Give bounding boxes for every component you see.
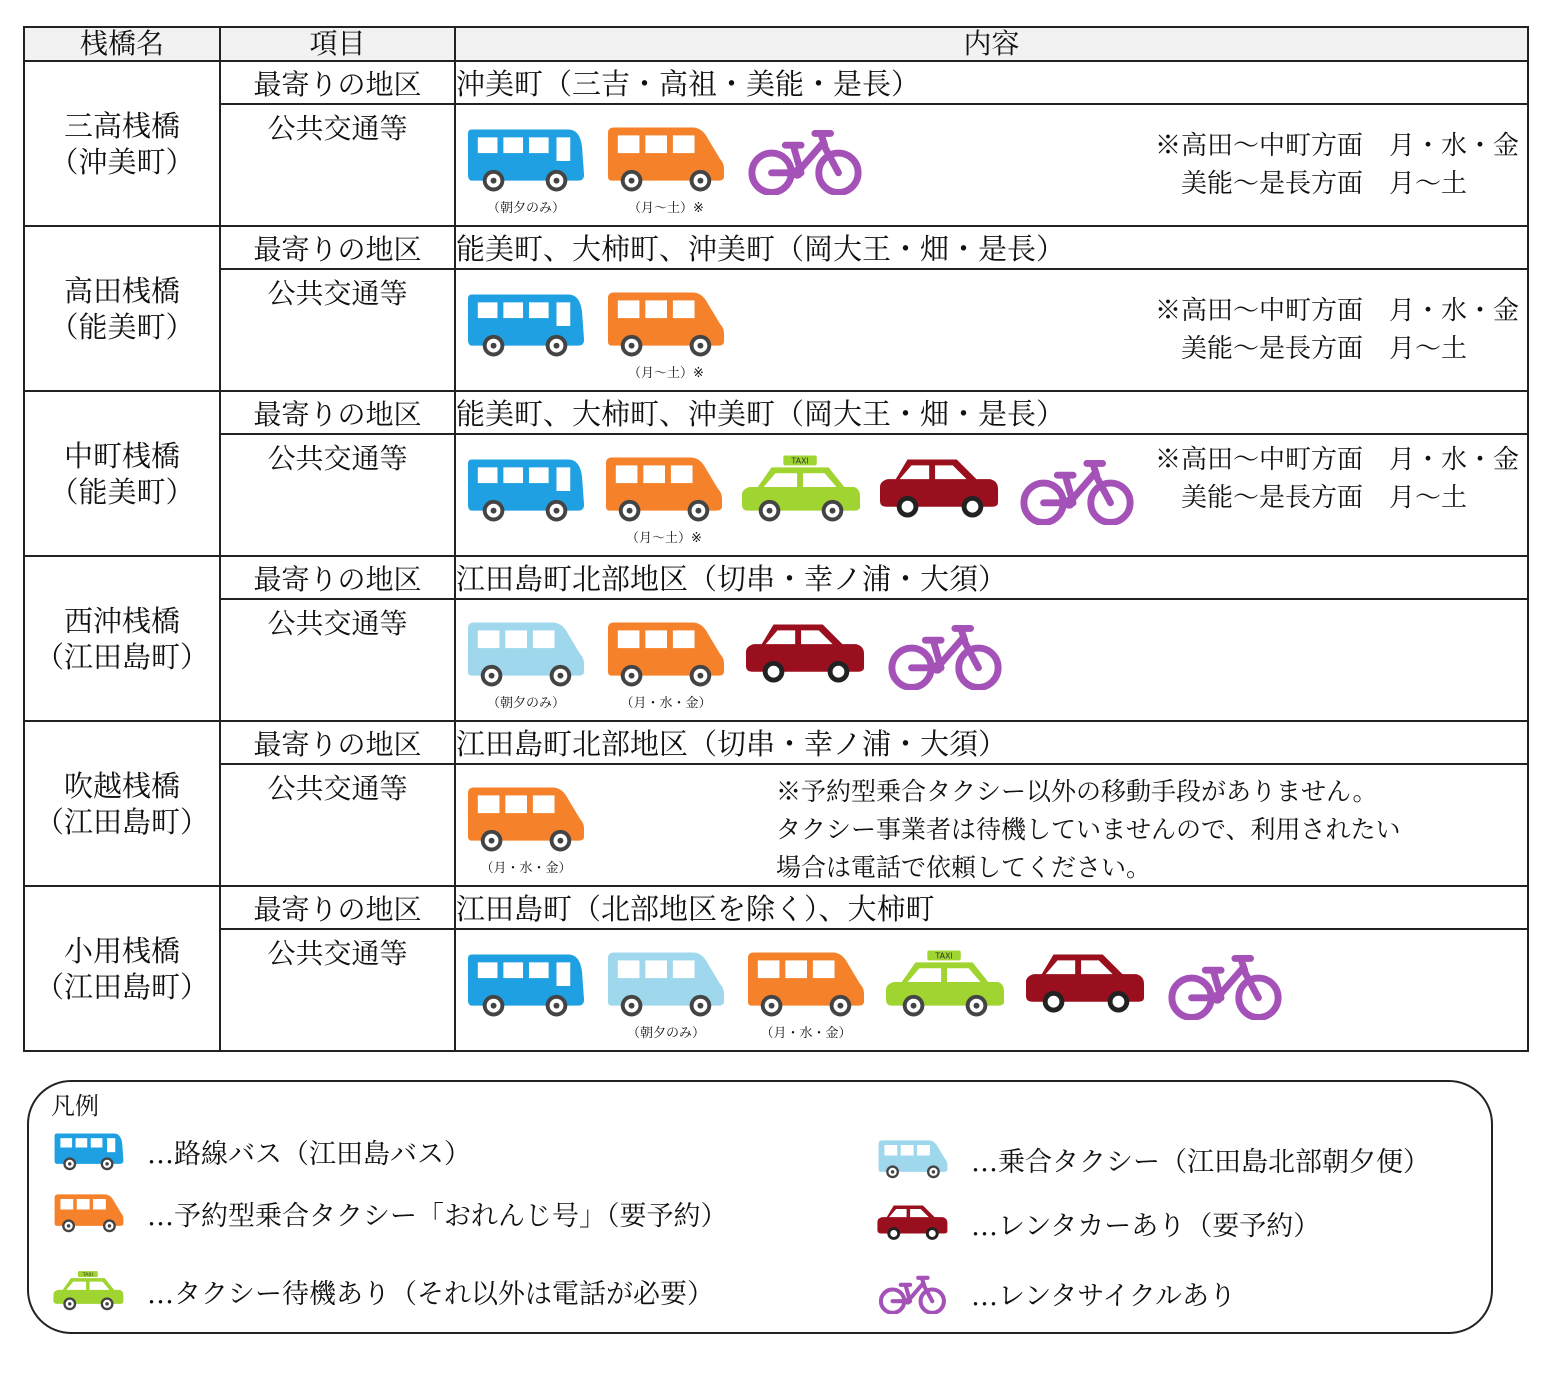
shared-taxi-van-icon — [606, 948, 726, 1020]
pier-name-cell — [24, 391, 220, 556]
transport-cell — [455, 434, 1528, 556]
nearest-area-value: 江田島町（北部地区を除く）、大柿町 — [455, 886, 1528, 929]
transport-label: 公共交通等 — [220, 599, 455, 721]
rental-bicycle-icon — [877, 1272, 949, 1314]
nearest-area-label: 最寄りの地区 — [220, 721, 455, 764]
table-header-row — [24, 27, 1528, 61]
pier-name-cell — [24, 61, 220, 226]
taxi-icon — [886, 948, 1006, 1020]
transport-label: 公共交通等 — [220, 434, 455, 556]
pier-name: 西沖桟橋 — [63, 603, 180, 638]
icon-caption: （月・水・金） — [760, 1026, 852, 1041]
shared-taxi-van-icon — [877, 1138, 949, 1180]
nearest-area-label: 最寄りの地区 — [220, 61, 455, 104]
transport-cell — [455, 269, 1528, 391]
transport-cell — [455, 599, 1528, 721]
pier-town: （江田島町） — [34, 804, 209, 839]
pier-name-cell — [24, 226, 220, 391]
rental-car-icon — [1026, 948, 1146, 1020]
rental-car-icon — [746, 618, 866, 690]
pier-town: （沖美町） — [49, 144, 195, 179]
route-bus-icon — [466, 948, 586, 1020]
header-pier: 桟橋名 — [24, 27, 220, 61]
icon-caption: （月～土）※ — [626, 531, 702, 546]
route-bus-icon — [466, 288, 586, 360]
icon-caption: （月・水・金） — [620, 696, 712, 711]
pier-name-cell — [24, 886, 220, 1051]
table-row — [24, 886, 1528, 929]
legend-label: …レンタカーあり（要予約） — [971, 1210, 1321, 1242]
nearest-area-label: 最寄りの地区 — [220, 226, 455, 269]
icon-caption: （月～土）※ — [628, 366, 704, 381]
orange-van-icon — [466, 783, 586, 855]
legend-item-rental-cycle — [877, 1272, 1236, 1314]
table-row — [24, 391, 1528, 434]
nearest-area-label: 最寄りの地区 — [220, 886, 455, 929]
rental-bicycle-icon — [1018, 453, 1138, 525]
icon-caption: （朝夕のみ） — [486, 696, 565, 711]
pier-name: 吹越桟橋 — [63, 768, 180, 803]
route-bus-icon — [466, 453, 586, 525]
orange-van-icon — [53, 1192, 125, 1234]
legend-item-rental-car — [877, 1202, 1320, 1244]
transport-cell — [455, 104, 1528, 226]
legend-label: …路線バス（江田島バス） — [147, 1138, 471, 1170]
icon-caption: （朝夕のみ） — [486, 201, 565, 216]
table-row — [24, 764, 1528, 886]
legend-item-taxi — [53, 1270, 714, 1312]
nearest-area-value: 江田島町北部地区（切串・幸ノ浦・大須） — [455, 721, 1528, 764]
pier-name: 中町桟橋 — [63, 438, 180, 473]
nearest-area-value: 沖美町（三吉・高祖・美能・是長） — [455, 61, 1528, 104]
rental-bicycle-icon — [746, 123, 866, 195]
table-row — [24, 269, 1528, 391]
legend-title: 凡例 — [51, 1092, 99, 1120]
transport-cell — [455, 929, 1528, 1051]
route-bus-icon — [466, 123, 586, 195]
legend-item-shared-taxi — [877, 1138, 1430, 1180]
header-content: 内容 — [455, 27, 1528, 61]
pier-town: （江田島町） — [34, 639, 209, 674]
table-row — [24, 599, 1528, 721]
legend-box — [27, 1080, 1493, 1334]
orange-van-icon — [604, 453, 724, 525]
table-row — [24, 226, 1528, 269]
pier-name: 三高桟橋 — [63, 108, 180, 143]
pier-name-cell — [24, 556, 220, 721]
rental-car-icon — [877, 1202, 949, 1244]
table-row — [24, 929, 1528, 1051]
table-row — [24, 61, 1528, 104]
transport-label: 公共交通等 — [220, 764, 455, 886]
pier-name: 高田桟橋 — [63, 273, 180, 308]
taxi-icon — [53, 1270, 125, 1312]
nearest-area-label: 最寄りの地区 — [220, 556, 455, 599]
transport-cell — [455, 764, 1528, 886]
service-note: ※高田～中町方面 月・水・金 美能～是長方面 月～土 — [1154, 131, 1519, 199]
legend-label: …レンタサイクルあり — [971, 1280, 1237, 1312]
transport-label: 公共交通等 — [220, 929, 455, 1051]
table-row — [24, 104, 1528, 226]
pier-town: （能美町） — [49, 474, 195, 509]
nearest-area-value: 能美町、大柿町、沖美町（岡大王・畑・是長） — [455, 391, 1528, 434]
nearest-area-label: 最寄りの地区 — [220, 391, 455, 434]
nearest-area-value: 能美町、大柿町、沖美町（岡大王・畑・是長） — [455, 226, 1528, 269]
route-bus-icon — [53, 1130, 125, 1172]
transport-label: 公共交通等 — [220, 104, 455, 226]
table-row — [24, 434, 1528, 556]
legend-label: …タクシー待機あり（それ以外は電話が必要） — [147, 1278, 714, 1310]
taxi-icon — [742, 453, 862, 525]
legend-item-orange-van — [53, 1192, 728, 1234]
orange-van-icon — [606, 123, 726, 195]
nearest-area-value: 江田島町北部地区（切串・幸ノ浦・大須） — [455, 556, 1528, 599]
service-note: ※高田～中町方面 月・水・金 美能～是長方面 月～土 — [1154, 296, 1519, 364]
orange-van-icon — [606, 618, 726, 690]
legend-label: …予約型乗合タクシー「おれんじ号」（要予約） — [147, 1200, 728, 1232]
orange-van-icon — [606, 288, 726, 360]
rental-bicycle-icon — [1166, 948, 1286, 1020]
table-row — [24, 721, 1528, 764]
icon-caption: （朝夕のみ） — [626, 1026, 705, 1041]
icon-caption: （月～土）※ — [628, 201, 704, 216]
pier-town: （能美町） — [49, 309, 195, 344]
pier-transport-table — [23, 26, 1529, 1052]
icon-caption: （月・水・金） — [480, 861, 572, 876]
legend-label: …乗合タクシー（江田島北部朝夕便） — [971, 1146, 1430, 1178]
rental-car-icon — [880, 453, 1000, 525]
orange-van-icon — [746, 948, 866, 1020]
table-row — [24, 556, 1528, 599]
service-note: ※高田～中町方面 月・水・金 美能～是長方面 月～土 — [1154, 445, 1519, 513]
legend-item-bus — [53, 1130, 471, 1172]
transport-label: 公共交通等 — [220, 269, 455, 391]
pier-name: 小用桟橋 — [63, 933, 180, 968]
pier-town: （江田島町） — [34, 969, 209, 1004]
service-note: ※予約型乗合タクシー以外の移動手段がありません。 タクシー事業者は待機していませんので、利用されたい 場合は電話で依頼してください。 — [776, 777, 1401, 882]
rental-bicycle-icon — [886, 618, 1006, 690]
header-item: 項目 — [220, 27, 455, 61]
pier-name-cell — [24, 721, 220, 886]
shared-taxi-van-icon — [466, 618, 586, 690]
